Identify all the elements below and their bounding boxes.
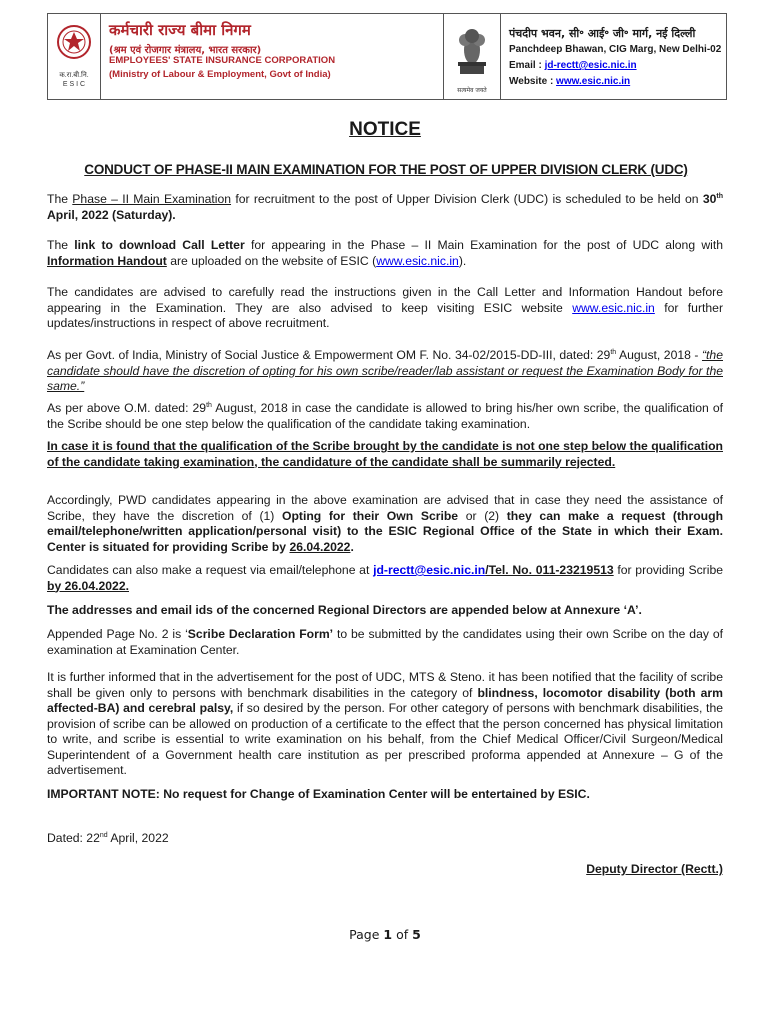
paragraph-scribe-qualification	[47, 401, 723, 432]
address-english: Panchdeep Bhawan, CIG Marg, New Delhi-02	[509, 44, 722, 55]
text-request-scribe: they can make a request (through email/telephone/written application/personal visit) to the ESIC Regional Office of the State in which their Exam. Center is situated for providing Scribe by	[47, 508, 724, 554]
text-phase-ii: Phase – II Main Examination	[72, 192, 232, 206]
text: of	[392, 927, 413, 942]
esic-logo-cell	[48, 14, 101, 99]
organization-cell	[101, 14, 444, 99]
important-note: IMPORTANT NOTE: No request for Change of Examination Center will be entertained by ESIC.	[47, 787, 590, 801]
esic-logo-icon	[56, 24, 92, 60]
national-emblem-icon	[454, 22, 490, 82]
paragraph-exam-date	[47, 192, 723, 223]
email-label: Email :	[509, 60, 545, 71]
text: April, 2022 (Saturday).	[47, 207, 176, 222]
total-pages: 5	[412, 927, 421, 942]
logo-caption-english: E S I C	[62, 81, 86, 88]
text: for recruitment to the post of Upper Division Clerk (UDC) is scheduled to be held on	[231, 192, 703, 206]
text: or (2)	[458, 508, 507, 523]
text: Appended Page No. 2 is ‘	[47, 627, 188, 641]
text: for appearing in the Phase – II Main Examination for the post of UDC along with	[244, 238, 724, 252]
text: Page	[349, 927, 384, 942]
paragraph-contact	[47, 563, 723, 594]
text-own-scribe: Opting for their Own Scribe	[281, 508, 459, 523]
text-disability-categories: blindness, locomotor disability (both arm affected-BA) and cerebral palsy,	[47, 685, 724, 715]
letterhead	[47, 13, 727, 100]
paragraph-pwd-scribe	[47, 493, 723, 555]
page-number	[0, 927, 770, 942]
emblem-caption: सत्यमेव जयते	[457, 87, 487, 94]
signature: Deputy Director (Rectt.)	[586, 862, 723, 876]
paragraph-benchmark-disability	[47, 670, 723, 779]
text: The	[47, 192, 73, 206]
text-sup: th	[206, 401, 212, 409]
text: .	[350, 539, 354, 554]
header-website-link[interactable]: www.esic.nic.in	[556, 76, 631, 87]
text: Dated: 22	[47, 831, 100, 845]
paragraph-om-reference	[47, 348, 723, 395]
text-declaration-form: Scribe Declaration Form’	[187, 627, 334, 641]
text: August, 2018 in case the candidate is allowed to bring his/her own scribe, the qualification of the Scribe should be one step below the qualification of the candidate taking examination.	[47, 401, 723, 431]
text: are uploaded on the website of ESIC (	[166, 253, 377, 268]
esic-website-link[interactable]: www.esic.nic.in	[572, 300, 655, 315]
email-line	[509, 60, 637, 71]
paragraph-annexure: The addresses and email ids of the concerned Regional Directors are appended below at Annexure ‘A’.	[47, 603, 642, 617]
esic-website-link[interactable]: www.esic.nic.in	[376, 253, 459, 268]
contact-phone: /Tel. No. 011-23219513	[485, 563, 614, 577]
text: to be submitted by the candidates using their own Scribe on the day of examination at Examination Center.	[47, 627, 724, 657]
text-deadline: by 26.04.2022.	[47, 578, 129, 593]
header-email-link[interactable]: jd-rectt@esic.nic.in	[544, 60, 637, 71]
org-name-hindi: कर्मचारी राज्य बीमा निगम	[109, 21, 251, 39]
text-info-handout: Information Handout	[47, 253, 167, 268]
dated-line	[47, 831, 169, 845]
contact-email-link[interactable]: jd-rectt@esic.nic.in	[373, 563, 486, 577]
text-sup: th	[716, 192, 724, 200]
text: for further updates/instructions in respect of above recruitment.	[47, 300, 724, 330]
org-name-english: EMPLOYEES' STATE INSURANCE CORPORATION	[109, 55, 336, 66]
text: ).	[458, 253, 467, 268]
paragraph-call-letter	[47, 238, 723, 269]
website-label: Website :	[509, 76, 557, 87]
text: The	[47, 238, 75, 252]
emblem-cell	[444, 14, 501, 99]
text-sup: nd	[99, 831, 108, 839]
paragraph-rejection-warning: In case it is found that the qualification of the Scribe brought by the candidate is not one step below the qualification of the candidate taking examination, the candidature of the candidate shall be summarily rejected.	[47, 439, 723, 469]
text: The candidates are advised to carefully read the instructions given in the Call Letter and Information Handout before appearing in the Examination. They are also advised to keep visiting ESIC website	[47, 285, 723, 315]
text-call-letter: link to download Call Letter	[74, 238, 245, 252]
text: if so desired by the person. For other category of persons with benchmark disabilities, the provision of scribe can be allowed on production of a certificate to the effect that the person concerned has physical limitation to write, and scribe is essential to write examination on his behalf, from the Chief Medical Officer/Civil Surgeon/Medical Superintendent of a Government health care institution as per prescribed proforma appended at Annexure – G of the advertisement.	[47, 701, 723, 777]
text-deadline: 26.04.2022	[289, 539, 351, 554]
notice-title: NOTICE	[349, 119, 421, 140]
text-om-quote: “the candidate should have the discretion of opting for his own scribe/reader/lab assistant or request the Examination Body for the same.”	[47, 348, 723, 393]
text: Accordingly, PWD candidates appearing in the above examination are advised that in case they need the assistance of Scribe, they have the discretion of (1)	[47, 493, 723, 523]
logo-caption-hindi: क.रा.बी.नि.	[59, 72, 89, 79]
text: As per Govt. of India, Ministry of Social Justice & Empowerment OM F. No. 34-02/2015-DD-III, dated: 29	[47, 348, 611, 362]
notice-subtitle: CONDUCT OF PHASE-II MAIN EXAMINATION FOR THE POST OF UPPER DIVISION CLERK (UDC)	[84, 162, 688, 177]
text: August, 2018 -	[616, 348, 702, 362]
text: As per above O.M. dated: 29	[47, 401, 207, 415]
website-line	[509, 76, 630, 87]
text: for providing Scribe	[613, 563, 724, 577]
logo-caption	[51, 71, 97, 89]
ministry-hindi: (श्रम एवं रोजगार मंत्रालय, भारत सरकार)	[109, 45, 262, 56]
text: It is further informed that in the advertisement for the post of UDC, MTS & Steno. it has been notified that the facility of scribe shall be given only to persons with benchmark disabilities in the category of	[47, 670, 723, 700]
address-cell	[501, 14, 726, 99]
ministry-english: (Ministry of Labour & Employment, Govt of India)	[109, 69, 331, 80]
text: Candidates can also make a request via email/telephone at	[47, 563, 374, 577]
current-page: 1	[383, 927, 393, 942]
address-hindi: पंचदीप भवन, सी॰ आई॰ जी॰ मार्ग, नई दिल्ली	[509, 27, 696, 40]
paragraph-declaration-form	[47, 627, 723, 658]
text: April, 2022	[107, 831, 169, 845]
paragraph-instructions	[47, 285, 723, 332]
text: 30	[702, 192, 717, 206]
text-sup: th	[610, 348, 617, 356]
